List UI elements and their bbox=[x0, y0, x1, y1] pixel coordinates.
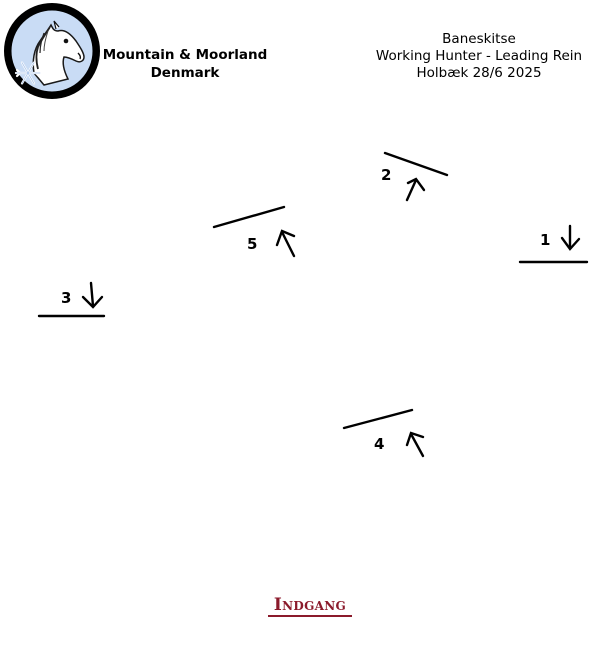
course-place-date: Holbæk 28/6 2025 bbox=[416, 65, 542, 81]
obstacle-5-arrow-up-icon bbox=[277, 231, 294, 256]
obstacle-1-arrow-down-icon bbox=[562, 226, 579, 249]
obstacle-5-number: 5 bbox=[247, 235, 258, 253]
organization-name-line2: Denmark bbox=[150, 65, 220, 81]
obstacle-4-number: 4 bbox=[374, 435, 385, 453]
obstacle-1-number: 1 bbox=[540, 231, 551, 249]
course-class: Working Hunter - Leading Rein bbox=[375, 48, 583, 64]
course-title: Baneskitse bbox=[442, 31, 516, 47]
entrance-label: Indgang bbox=[268, 596, 352, 617]
obstacle-2-arrow-up-icon bbox=[407, 179, 424, 200]
obstacle-4-arrow-up-icon bbox=[407, 433, 423, 456]
obstacle-2-rail bbox=[385, 153, 447, 175]
organization-name-line1: Mountain & Moorland bbox=[102, 47, 268, 63]
obstacle-3-arrow-down-icon bbox=[83, 283, 102, 307]
obstacle-3-number: 3 bbox=[61, 289, 72, 307]
obstacle-5-rail bbox=[214, 207, 284, 227]
obstacle-2-number: 2 bbox=[381, 166, 392, 184]
obstacle-4-rail bbox=[344, 410, 412, 428]
